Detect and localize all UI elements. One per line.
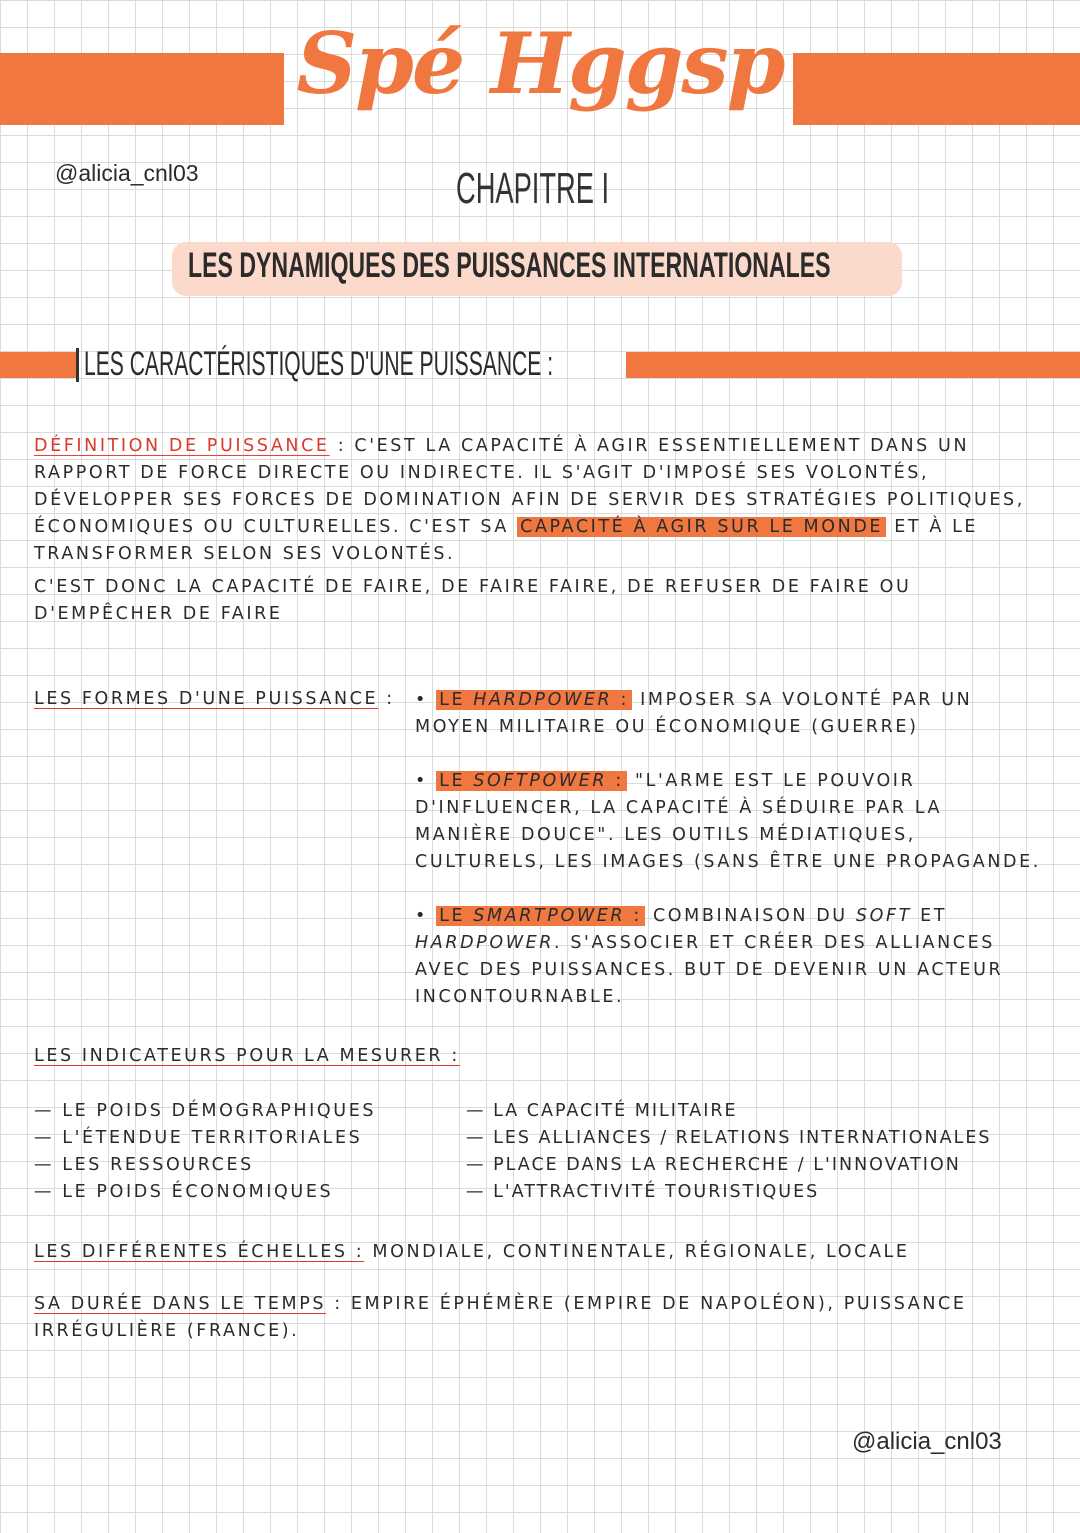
softpower-line-2: D'INFLUENCER, LA CAPACITÉ À SÉDUIRE PAR LA	[415, 798, 943, 818]
section-bar-left	[0, 352, 76, 378]
definition-line-4	[34, 514, 978, 541]
definition-line-5: TRANSFORMER SELON SES VOLONTÉS.	[34, 544, 456, 564]
smartpower-line-1	[415, 903, 947, 930]
header-bar-right	[793, 53, 1080, 125]
definition-text-4a: ÉCONOMIQUES OU CULTURELLES. C'EST SA	[34, 517, 518, 537]
forms-label-colon: :	[378, 689, 395, 709]
section-bar-right	[626, 352, 1080, 378]
indicator-right-4	[466, 1179, 819, 1206]
softpower-term: SOFTPOWER	[473, 771, 608, 791]
indicator-left-text-3: LES RESSOURCES	[62, 1155, 254, 1175]
scales-text: MONDIALE, CONTINENTALE, RÉGIONALE, LOCALE	[364, 1242, 910, 1262]
indicator-right-3	[466, 1152, 961, 1179]
section-bar-tick	[76, 348, 79, 382]
duration-text-1: : EMPIRE ÉPHÉMÈRE (EMPIRE DE NAPOLÉON), PUISSANCE	[326, 1294, 967, 1314]
softpower-term-highlight	[436, 771, 627, 791]
definition-line-6: C'EST DONC LA CAPACITÉ DE FAIRE, DE FAIRE FAIRE, DE REFUSER DE FAIRE OU	[34, 577, 912, 597]
softpower-text-1: "L'ARME EST LE POUVOIR	[626, 771, 916, 791]
indicators-label-line	[34, 1043, 460, 1070]
dash: —	[34, 1155, 63, 1175]
definition-line-2: RAPPORT DE FORCE DIRECTE OU INDIRECTE. IL S'AGIT D'IMPOSÉ SES VOLONTÉS,	[34, 463, 930, 483]
indicator-right-2	[466, 1125, 992, 1152]
dash: —	[34, 1182, 63, 1202]
definition-text-1: : C'EST LA CAPACITÉ À AGIR ESSENTIELLEMENT DANS UN	[329, 436, 970, 456]
dash: —	[466, 1128, 494, 1148]
indicator-right-text-1: LA CAPACITÉ MILITAIRE	[493, 1101, 738, 1121]
section-heading: LES CARACTÉRISTIQUES D'UNE PUISSANCE :	[84, 345, 554, 383]
bullet: •	[415, 906, 437, 926]
dash: —	[34, 1128, 63, 1148]
smartpower-pre: LE	[439, 906, 474, 926]
smartpower-text-1b: ET	[911, 906, 948, 926]
definition-label: DÉFINITION DE PUISSANCE	[34, 436, 330, 456]
smartpower-text-2: . S'ASSOCIER ET CRÉER DES ALLIANCES	[554, 933, 995, 953]
bullet: •	[415, 690, 437, 710]
forms-label-line	[34, 686, 395, 713]
smartpower-soft: SOFT	[855, 906, 912, 926]
header-bar-left	[0, 53, 284, 125]
indicator-left-text-1: LE POIDS DÉMOGRAPHIQUES	[62, 1101, 377, 1121]
hardpower-colon: :	[612, 690, 629, 710]
dash: —	[466, 1155, 494, 1175]
dash: —	[34, 1101, 63, 1121]
softpower-line-3: MANIÈRE DOUCE". LES OUTILS MÉDIATIQUES,	[415, 825, 916, 845]
smartpower-colon: :	[625, 906, 642, 926]
softpower-line-1	[415, 768, 915, 795]
definition-line-7: D'EMPÊCHER DE FAIRE	[34, 604, 283, 624]
hardpower-line-1	[415, 687, 972, 714]
smartpower-line-2	[415, 930, 995, 957]
indicator-left-text-4: LE POIDS ÉCONOMIQUES	[62, 1182, 334, 1202]
hardpower-term-highlight	[436, 690, 632, 710]
page-title: Spé Hggsp	[296, 14, 784, 113]
softpower-line-4: CULTURELS, LES IMAGES (SANS ÊTRE UNE PROPAGANDE.	[415, 852, 1041, 872]
chapter-label: CHAPITRE I	[456, 164, 610, 213]
bullet: •	[415, 771, 437, 791]
scales-line	[34, 1239, 910, 1266]
dash: —	[466, 1182, 494, 1202]
smartpower-line-3: AVEC DES PUISSANCES. BUT DE DEVENIR UN ACTEUR	[415, 960, 1004, 980]
duration-line-2: IRRÉGULIÈRE (FRANCE).	[34, 1321, 300, 1341]
highlight-capacity: CAPACITÉ À AGIR SUR LE MONDE	[517, 517, 886, 537]
smartpower-hard: HARDPOWER	[415, 933, 555, 953]
indicator-right-text-4: L'ATTRACTIVITÉ TOURISTIQUES	[493, 1182, 820, 1202]
softpower-colon: :	[607, 771, 624, 791]
definition-text-4b: ET À LE	[886, 517, 979, 537]
scales-label: LES DIFFÉRENTES ÉCHELLES :	[34, 1242, 365, 1262]
indicator-left-1	[34, 1098, 376, 1125]
indicator-right-text-3: PLACE DANS LA RECHERCHE / L'INNOVATION	[493, 1155, 961, 1175]
hardpower-term: HARDPOWER	[473, 690, 613, 710]
indicator-left-4	[34, 1179, 333, 1206]
hardpower-line-2: MOYEN MILITAIRE OU ÉCONOMIQUE (GUERRE)	[415, 717, 919, 737]
author-handle-bottom: @alicia_cnl03	[852, 1428, 1002, 1455]
indicator-left-text-2: L'ÉTENDUE TERRITORIALES	[62, 1128, 363, 1148]
smartpower-line-4: INCONTOURNABLE.	[415, 987, 625, 1007]
indicators-label: LES INDICATEURS POUR LA MESURER :	[34, 1046, 460, 1066]
hardpower-text-1: IMPOSER SA VOLONTÉ PAR UN	[631, 690, 973, 710]
indicator-right-text-2: LES ALLIANCES / RELATIONS INTERNATIONALES	[493, 1128, 992, 1148]
smartpower-text-1a: COMBINAISON DU	[644, 906, 856, 926]
indicator-right-1	[466, 1098, 738, 1125]
smartpower-term-highlight	[436, 906, 645, 926]
definition-line-3: DÉVELOPPER SES FORCES DE DOMINATION AFIN DE SERVIR DES STRATÉGIES POLITIQUES,	[34, 490, 1025, 510]
indicator-left-3	[34, 1152, 254, 1179]
dash: —	[466, 1101, 494, 1121]
duration-line-1	[34, 1291, 967, 1318]
softpower-pre: LE	[439, 771, 474, 791]
forms-label: LES FORMES D'UNE PUISSANCE	[34, 689, 379, 709]
hardpower-pre: LE	[439, 690, 474, 710]
duration-label: SA DURÉE DANS LE TEMPS	[34, 1294, 327, 1314]
smartpower-term: SMARTPOWER	[473, 906, 626, 926]
definition-line-1	[34, 433, 969, 460]
indicator-left-2	[34, 1125, 362, 1152]
chapter-subtitle: LES DYNAMIQUES DES PUISSANCES INTERNATIONALES	[188, 246, 831, 285]
author-handle-top: @alicia_cnl03	[55, 160, 199, 186]
